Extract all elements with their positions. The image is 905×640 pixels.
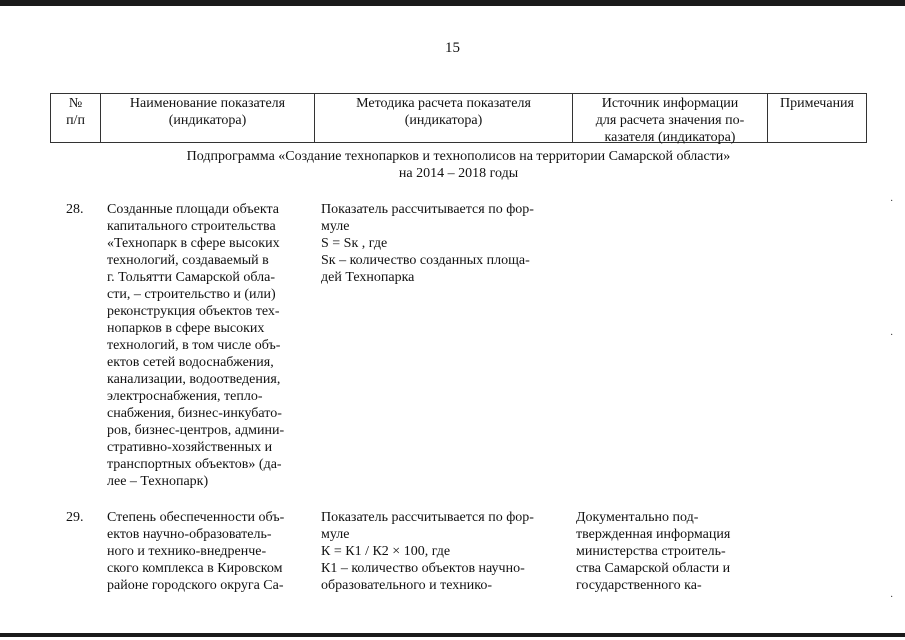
table-header [50,93,867,143]
row-29-num: 29. [66,510,84,525]
header-source: Источник информации для расчета значения по- казателя (индикатора) [573,94,768,142]
bottom-border [0,633,905,637]
row-29-method: Показатель рассчитывается по фор- муле К = К1 / К2 × 100, где К1 – количество объектов научно- образовательного и технико- [321,510,534,593]
row-28-method: Показатель рассчитывается по фор- муле S = Sк , где Sк – количество созданных площа- дей Технопарка [321,202,534,285]
top-border [0,0,905,6]
subprogram-title: Подпрограмма «Создание технопарков и технополисов на территории Самарской области» на 2014 – 2018 годы [186,149,731,181]
row-28-name: Созданные площади объекта капитального строительства «Технопарк в сфере высоких технологий, создаваемый в г. Тольятти Самарской обла- сти, – строительство и (или) реконструкция объектов тех- нопарков в сфере высоких технологий, в том числе объ- ектов сетей водоснабжения, канализации, водоотведения, электроснабжения, тепло- снабжения, бизнес-инкубато- ров, бизнес-центров, админи- стративно-хозяйственных и транспортных объектов» (да- лее – Технопарк) [107,202,285,489]
header-name: Наименование показателя (индикатора) [101,94,315,142]
row-29-name: Степень обеспеченности объ- ектов научно-образователь- ного и технико-внедренче- ского комплекса в Кировском районе городского округа Са- [107,510,285,593]
scan-speck: · [890,592,894,603]
row-29-source: Документально под- твержденная информация министерства строитель- ства Самарской области и государственного ка- [576,510,731,593]
row-28-num: 28. [66,202,84,217]
header-notes: Примечания [779,96,854,111]
scan-speck: · [890,330,894,341]
header-method: Методика расчета показателя (индикатора) [315,94,573,142]
header-num: № п/п [51,94,101,142]
page-number: 15 [445,40,460,56]
scan-speck: · [890,196,894,207]
